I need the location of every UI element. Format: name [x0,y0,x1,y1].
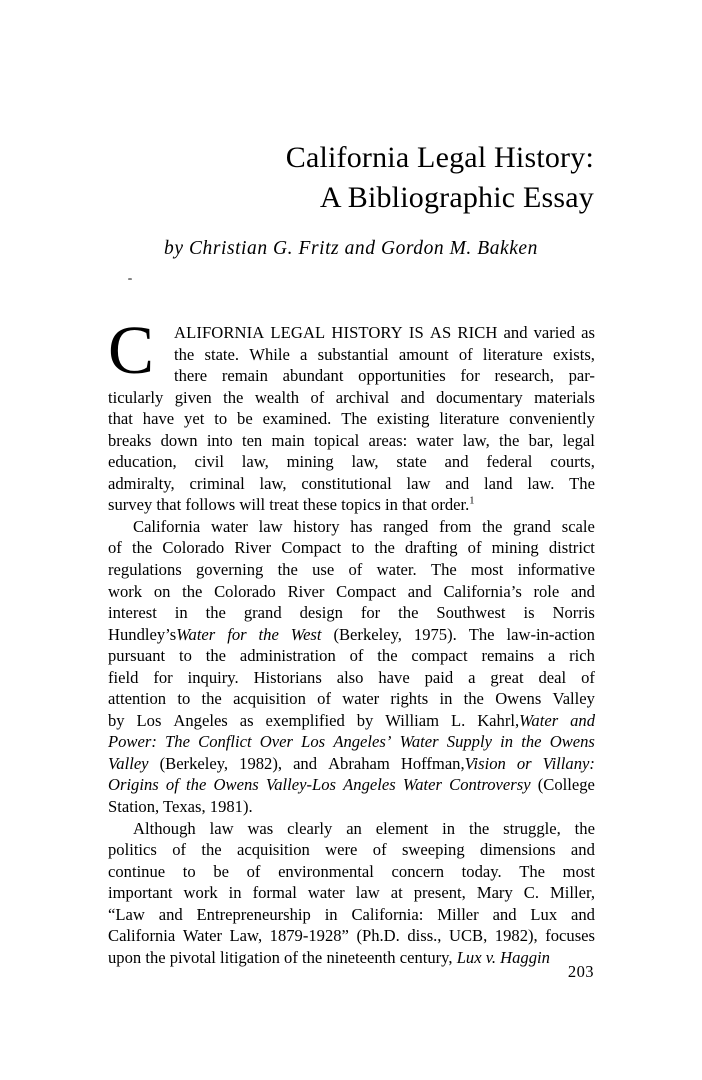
body-word: Valley-Los [265,775,336,795]
body-word: (College [537,775,595,795]
body-word: that [108,409,133,429]
body-word: state. [204,344,240,364]
body-word: acquisition [237,840,310,860]
body-word: the [182,581,203,601]
body-line [108,602,595,624]
body-word: environmental [278,861,374,881]
body-word: to [179,646,192,666]
body-word: work [183,883,218,903]
body-word: materials [534,387,595,407]
body-word: Valley [108,753,149,773]
body-word: the [186,775,207,795]
body-word: the [205,603,226,623]
body-word: documentary [436,387,523,407]
body-word: Hoffman,Vision [400,753,506,773]
body-word: Los [301,732,326,752]
body-word: have [378,667,410,687]
body-word: “Law [108,904,145,924]
body-word: The [341,409,367,429]
body-word: of [310,387,325,407]
body-word: L. [450,710,466,730]
body-word: the [374,538,395,558]
body-word: on [153,581,171,601]
body-line [108,408,595,430]
body-line [108,365,595,387]
body-word: varied [533,323,576,342]
body-lines-container [108,322,595,968]
body-word: Angeles [173,710,228,730]
body-word: paid [424,667,454,687]
body-line [108,818,595,840]
body-line: survey that follows will treat these topics in that order.$^1$ [108,495,475,515]
body-line [108,322,595,344]
body-word: constitutional [301,473,392,493]
body-word: Historians [253,667,322,687]
body-word: the [521,732,542,752]
body-word: exemplified [265,710,345,730]
body-word: Mary [476,883,513,903]
body-word: dimensions [479,840,556,860]
body-word: also [336,667,364,687]
article-byline: by Christian G. Fritz and Gordon M. Bakken [164,238,538,259]
body-word: the [398,603,419,623]
body-word: (Berkeley, [159,753,229,773]
body-word: of [581,667,595,687]
body-word: AS [429,323,452,342]
body-word: formal [252,883,297,903]
body-word: bar, [528,430,554,450]
body-word: for [153,667,173,687]
body-word: topical [314,430,360,450]
body-word: legal [562,430,595,450]
body-word: criminal [189,473,245,493]
article-title [108,138,594,218]
body-word: inquiry. [187,667,239,687]
body-word: be [213,861,229,881]
body-word: Norris [552,603,595,623]
body-word: regulations [108,560,182,580]
body-word: Southwest [436,603,506,623]
body-word: of [108,538,122,558]
body-word: as [239,710,254,730]
body-word: The [430,560,457,580]
body-word: Entrepreneurship [196,904,311,924]
body-word: The [569,473,595,493]
body-word: of [348,560,363,580]
body-word: yet [184,409,205,429]
body-word: the [468,818,490,838]
body-word: at [390,883,403,903]
body-word: Lux [530,904,558,924]
body-line [108,925,595,947]
body-word: River [287,581,325,601]
body-word: law [406,473,431,493]
body-word: LEGAL [270,323,326,342]
page-folio: 203 [567,962,594,981]
body-word: ranged [383,516,429,536]
body-word: a [300,344,308,364]
body-line [108,430,595,452]
title-line-2: A Bibliographic Essay [319,181,594,214]
body-word: to [214,409,228,429]
body-line [108,688,595,710]
body-word: Although [133,818,196,838]
body-word: there [174,366,208,386]
body-word: use [312,560,335,580]
scan-speck-artifact [128,278,132,280]
body-word: and [503,323,528,342]
body-word: element [375,818,429,838]
body-word: by [108,710,125,730]
body-word: 1982), [239,753,283,773]
body-word: Hundley’sWater [108,624,216,644]
body-word: politics [108,840,157,860]
body-word: today. [461,861,502,881]
body-word: as [581,323,595,342]
body-word: drafting [404,538,458,558]
body-word: the [205,646,227,666]
body-word: Over [259,732,293,752]
body-word: of [349,646,364,666]
body-line [108,559,595,581]
body-word: informative [517,560,595,580]
body-word: has [350,516,373,536]
body-word: the [258,624,279,644]
body-word: the [174,344,195,364]
body-word: governing [196,560,264,580]
body-word: the [131,538,153,558]
body-word: literature [439,409,500,429]
body-word: Angeles [343,775,396,795]
body-word: civil [194,452,224,472]
body-word: and [570,840,595,860]
body-word: to [351,538,365,558]
body-word: UCB, [448,926,488,946]
body-word: concern [391,861,445,881]
body-word: Controversy [449,775,531,795]
body-word: California: [351,904,424,924]
body-word: design [299,603,343,623]
body-word: Compact [336,581,397,601]
body-word: Colorado [162,538,225,558]
body-word: law, [351,452,379,472]
body-word: the [482,516,503,536]
body-word: for [227,624,247,644]
body-word: The [165,732,190,752]
body-line [108,731,595,753]
body-word: be [237,409,253,429]
body-word: the [499,430,520,450]
body-word: Water [399,732,439,752]
body-line: upon the pivotal litigation of the nineteenth century, Lux v. Haggin [108,947,550,967]
body-word: exists, [553,344,595,364]
body-word: amount [398,344,449,364]
body-word: history [293,516,340,536]
body-line [108,387,595,409]
body-word: the [201,689,222,709]
body-word: Valley [552,689,595,709]
body-word: research, [494,366,554,386]
body-word: sweeping [401,840,465,860]
body-word: an [346,818,362,838]
body-word: Power: [108,732,157,752]
body-word: of [317,689,331,709]
title-line-1: California Legal History: [285,141,594,174]
body-line [108,537,595,559]
body-word: conveniently [509,409,595,429]
body-word: (Berkeley, [333,624,402,644]
body-word: the [223,387,244,407]
body-word: Owens [495,689,542,709]
body-word: IS [408,323,424,342]
body-word: a [547,646,556,666]
body-line [108,516,595,538]
body-word: pursuant [108,646,166,666]
body-word: ten [241,430,263,450]
body-word: The [519,861,546,881]
body-word: in [228,883,242,903]
body-word: remain [221,366,268,386]
body-word: Miller, [550,883,595,903]
body-word: district [548,538,595,558]
body-word: to [182,861,196,881]
body-word: Villany: [542,753,595,773]
body-word: have [142,409,175,429]
body-line [108,710,595,732]
body-word: Conflict [198,732,252,752]
body-word: or [516,753,532,773]
body-word: of [458,344,473,364]
body-word: substantial [317,344,389,364]
body-word: law [355,883,380,903]
body-word: law, [259,473,287,493]
body-word: Abraham [328,753,390,773]
body-word: examined. [262,409,332,429]
body-line [108,667,595,689]
body-word: HISTORY [331,323,403,342]
body-word: present, [413,883,466,903]
body-word: water [211,516,248,536]
body-word: 1982), [494,926,538,946]
body-word: law. [527,473,555,493]
body-word: mining [286,452,334,472]
body-word: great [490,667,524,687]
body-word: California [133,516,201,536]
body-word: wealth [254,387,300,407]
body-word: and [570,904,595,924]
body-word: breaks [108,430,152,450]
body-word: to [177,689,191,709]
body-word: main [271,430,305,450]
body-word: law [209,818,234,838]
body-word: Los [136,710,162,730]
body-word: admiralty, [108,473,175,493]
body-word: rights [390,689,429,709]
body-word: grand [513,516,551,536]
body-word: for [460,366,480,386]
body-word: California [108,926,176,946]
body-word: administration [239,646,336,666]
body-word: courts, [550,452,595,472]
article-body [108,312,595,968]
body-word: most [562,861,595,881]
body-word: the [574,818,595,838]
body-word: diss., [407,926,442,946]
body-word: interest [108,603,157,623]
body-word: from [439,516,472,536]
body-word: in [174,603,188,623]
body-word: abundant [282,366,344,386]
body-word: work [108,581,143,601]
body-word: Compact [281,538,342,558]
body-word: water [307,883,345,903]
body-word: William [385,710,439,730]
body-word: law [258,516,283,536]
body-word: and [400,387,425,407]
body-word: Law, [229,926,263,946]
body-word: were [325,840,358,860]
body-line [108,624,595,646]
body-word: California’s [443,581,522,601]
body-word: water [342,689,380,709]
body-word: federal [486,452,533,472]
body-line [108,473,595,495]
body-word: Colorado [214,581,276,601]
body-word: and [570,710,595,730]
body-word: The [468,624,495,644]
body-word: opportunities [358,366,446,386]
body-word: of [165,775,179,795]
body-word: land [483,473,513,493]
body-line [108,451,595,473]
body-word: Water [182,926,223,946]
body-word: and [407,581,432,601]
body-word: in [442,818,456,838]
body-word: the [377,646,398,666]
body-word: in [324,904,338,924]
body-word: down [160,430,198,450]
body-word: law, [241,452,269,472]
body-word: RICH [457,323,498,342]
body-word: Miller [437,904,479,924]
body-word: the [201,840,222,860]
body-word: and [444,452,469,472]
body-word: in [439,689,453,709]
body-word: of [246,861,261,881]
body-word: water [416,430,454,450]
body-word: par- [568,366,595,386]
body-word: the [463,689,484,709]
body-word: field [108,667,139,687]
body-word: C. [523,883,539,903]
body-word: Owens [549,732,595,752]
body-line: Station, Texas, 1981). [108,797,253,817]
body-word: struggle, [503,818,561,838]
drop-cap: C [108,312,155,388]
body-word: of [467,538,482,558]
body-line [108,753,595,775]
body-word: and [492,904,517,924]
body-word: and [445,473,470,493]
body-word: is [523,603,535,623]
body-line [108,581,595,603]
body-word: role [533,581,560,601]
body-line [108,774,595,796]
body-word: and [293,753,318,773]
body-word: scale [561,516,595,536]
body-word: of [372,840,387,860]
body-line [108,344,595,366]
body-word: given [174,387,212,407]
body-word: and [158,904,183,924]
body-word: important [108,883,173,903]
body-line [108,839,595,861]
body-word: was [247,818,274,838]
body-word: West [290,624,322,644]
body-word: ticularly [108,387,164,407]
body-word: grand [243,603,282,623]
body-word: acquisition [233,689,306,709]
body-word: areas: [368,430,408,450]
body-word: attention [108,689,167,709]
body-word: mining [491,538,539,558]
body-line [108,861,595,883]
body-word: Owens [213,775,259,795]
body-word: in [500,732,514,752]
body-word: state [396,452,427,472]
body-word: of [172,840,187,860]
body-word: education, [108,452,177,472]
body-word: clearly [287,818,333,838]
body-word: water. [376,560,417,580]
body-word: 1879-1928” [269,926,349,946]
body-word: Supply [446,732,492,752]
body-word: Kahrl,Water [477,710,559,730]
body-word: ALIFORNIA [174,323,265,342]
body-word: compact [411,646,468,666]
body-word: and [571,581,595,601]
body-line [108,904,595,926]
body-word: for [360,603,381,623]
body-word: While [249,344,290,364]
body-word: rich [569,646,595,666]
body-word: most [471,560,504,580]
body-word: Angeles’ [333,732,392,752]
body-word: existing [376,409,430,429]
body-word: into [206,430,233,450]
body-word: law, [462,430,490,450]
body-line [108,882,595,904]
body-word: law-in-action [506,624,595,644]
body-word: literature [482,344,543,364]
body-line [108,645,595,667]
body-word: (Ph.D. [356,926,400,946]
body-word: Origins [108,775,159,795]
body-word: a [468,667,476,687]
body-word: Water [402,775,442,795]
body-word: deal [538,667,567,687]
body-word: by [356,710,374,730]
body-word: remains [481,646,534,666]
body-word: continue [108,861,166,881]
body-word: archival [335,387,390,407]
body-word: the [277,560,298,580]
body-word: River [234,538,272,558]
body-word: focuses [545,926,595,946]
body-word: 1975). [413,624,457,644]
